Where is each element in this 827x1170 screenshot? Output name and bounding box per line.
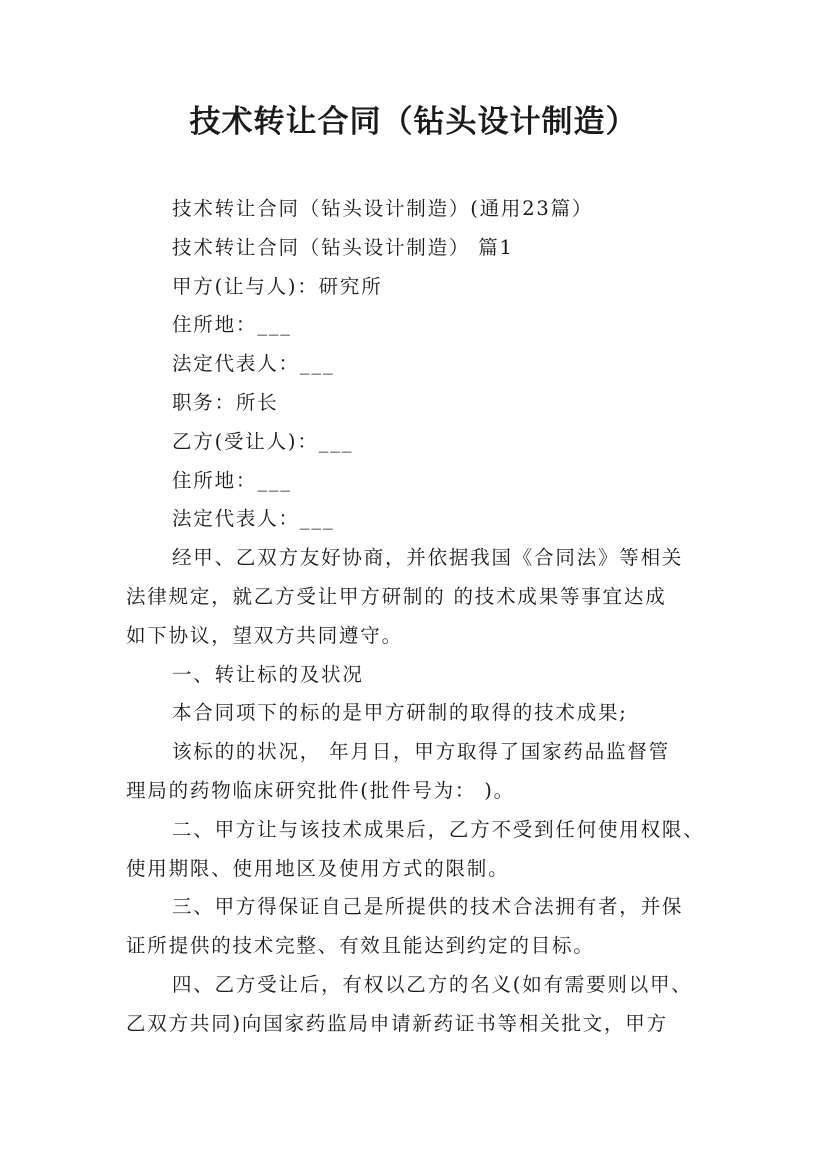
body-line: 技术转让合同（钻头设计制造）(通用23篇） xyxy=(172,197,594,220)
body-line: 技术转让合同（钻头设计制造） 篇1 xyxy=(172,235,514,259)
body-line: 住所地：___ xyxy=(172,313,292,337)
body-line: 甲方(让与人)：研究所 xyxy=(172,274,383,298)
body-line: 经甲、乙双方友好协商，并依据我国《合同法》等相关 xyxy=(172,546,684,570)
body-line: 法定代表人：___ xyxy=(172,507,335,531)
body-line: 乙双方共同)向国家药监局申请新药证书等相关批文，甲方 xyxy=(126,1011,668,1035)
body-line: 四、乙方受让后，有权以乙方的名义(如有需要则以甲、 xyxy=(172,972,693,996)
body-line: 住所地：___ xyxy=(172,468,292,492)
body-line: 理局的药物临床研究批件(批件号为： )。 xyxy=(126,778,515,802)
body-line: 证所提供的技术完整、有效且能达到约定的目标。 xyxy=(126,934,595,958)
body-line: 一、转让标的及状况 xyxy=(172,662,364,686)
document-body xyxy=(126,190,706,1044)
body-line: 该标的的状况， 年月日，甲方取得了国家药品监督管 xyxy=(172,740,670,764)
body-line: 法定代表人：___ xyxy=(172,352,335,376)
body-line: 如下协议，望双方共同遵守。 xyxy=(126,623,403,647)
body-line: 二、甲方让与该技术成果后，乙方不受到任何使用权限、 xyxy=(172,817,705,841)
body-line: 使用期限、使用地区及使用方式的限制。 xyxy=(126,856,510,880)
body-line: 职务：所长 xyxy=(172,390,279,414)
body-line: 乙方(受让人)：___ xyxy=(172,429,354,453)
document-title: 技术转让合同（钻头设计制造） xyxy=(189,104,638,140)
body-line: 本合同项下的标的是甲方研制的取得的技术成果; xyxy=(172,701,628,725)
body-line: 三、甲方得保证自己是所提供的技术合法拥有者，并保 xyxy=(172,895,684,919)
body-line: 法律规定，就乙方受让甲方研制的 的技术成果等事宜达成 xyxy=(126,584,667,608)
